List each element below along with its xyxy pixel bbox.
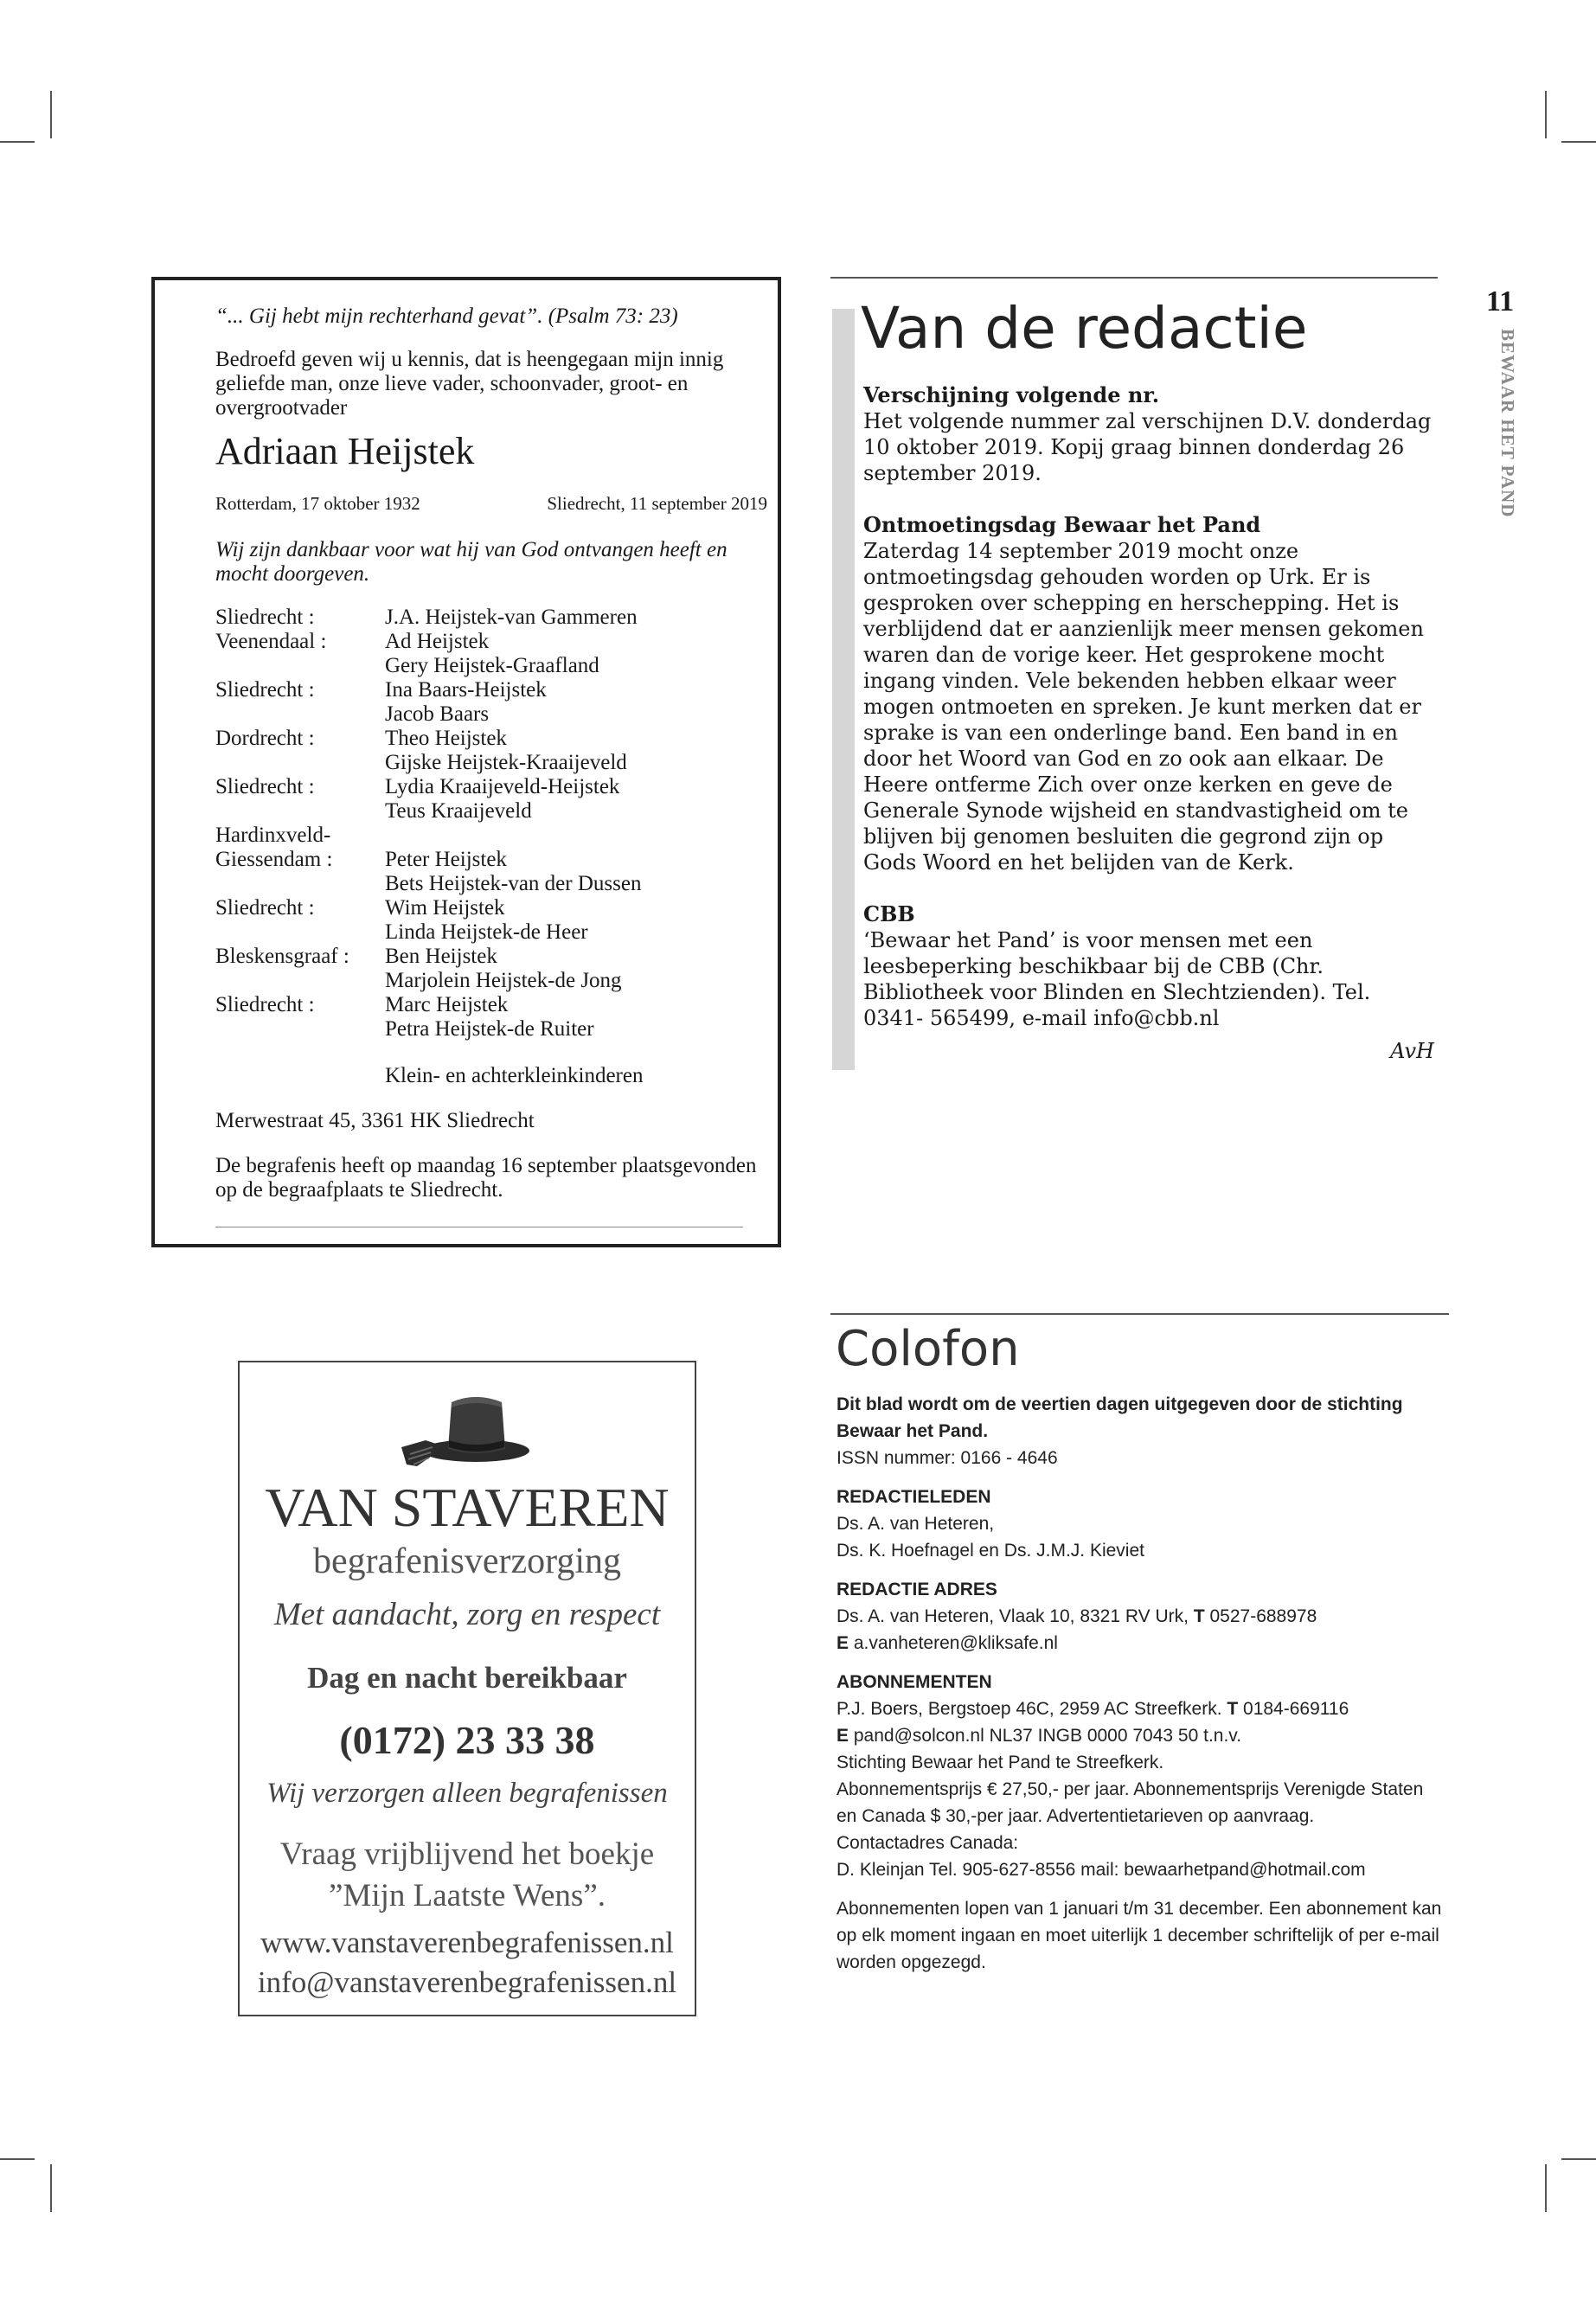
crop-mark [1561,141,1596,143]
phone-value: 0527-688978 [1204,1606,1317,1626]
family-row [215,727,760,751]
family-list [215,606,760,1042]
family-row [215,1017,760,1042]
section-heading: REDACTIE ADRES [836,1580,997,1599]
editor-line: Ds. K. Hoefnagel en Ds. J.M.J. Kieviet [836,1541,1144,1561]
family-place: Sliedrecht : [215,678,315,702]
family-place: Hardinxveld- [215,824,331,847]
family-member: Jacob Baars [385,702,490,726]
family-place [215,920,385,945]
obituary-dates [215,491,767,516]
crop-mark [1545,91,1547,138]
issn: ISSN nummer: 0166 - 4646 [836,1448,1058,1468]
booklet-offer [240,1834,695,1917]
booklet-title: ”Mijn Laatste Wens”. [329,1878,606,1913]
family-place [215,969,385,993]
family-member [385,824,760,848]
family-member: Peter Heijstek [385,848,507,871]
family-row [215,751,760,775]
family-row [215,872,760,896]
family-member: Theo Heijstek [385,727,507,750]
colofon-intro: Dit blad wordt om de veertien dagen uitgegeven door de stichting Bewaar het Pand. [836,1394,1403,1441]
family-place: Sliedrecht : [215,606,315,629]
family-place [215,872,385,896]
phone-number: (0172) 23 33 38 [339,1718,595,1762]
phone-value: 0184-669116 [1238,1699,1349,1719]
company-name: VAN STAVEREN [265,1477,670,1538]
family-place: Veenendaal : [215,630,327,653]
section-heading: ABONNEMENTEN [836,1672,992,1692]
phone-label: T [1193,1606,1205,1626]
website-link[interactable]: www.vanstaverenbegrafenissen.nl [260,1926,674,1959]
family-place [215,654,385,678]
section-text: ‘Bewaar het Pand’ is voor mensen met een leesbeperking beschikbaar bij de CBB (Chr. Bibliotheek voor Blinden en Slechtzienden). Tel. 0341- 565499, e-mail info@cbb.nl [863,928,1371,1030]
redactie-title: Van de redactie [861,295,1308,362]
address-text: P.J. Boers, Bergstoep 46C, 2959 AC Streefkerk. [836,1699,1227,1719]
page-number: 11 [1486,285,1515,317]
section-heading: CBB [863,901,915,926]
section-heading: REDACTIELEDEN [836,1487,991,1507]
obituary-notice [151,277,781,1247]
family-member: Ad Heijstek [385,630,490,653]
deceased-name: Adriaan Heijstek [215,430,475,472]
death-date: Sliedrecht, 11 september 2019 [547,493,767,514]
family-place [215,1017,385,1042]
family-row [215,606,760,630]
subscription-line: D. Kleinjan Tel. 905-627-8556 mail: bewaarhetpand@hotmail.com [836,1860,1366,1880]
section-text: Zaterdag 14 september 2019 mocht onze ontmoetingsdag gehouden worden op Urk. Er is gesproken over schepping en herschepping. Het is verblijdend dat er aanzienlijk meer mensen gekomen waren dan de vorige keer. Het gesprokene mocht ingang vinden. Vele bekenden hebben elkaar weer mogen ontmoeten en spreken. Je kunt merken dat er sprake is van een onderlinge band. Een band in en door het Woord van God en zo ook aan elkaar. De Heere ontferme Zich over onze kerken en geve de Generale Synode wijsheid en standvastigheid om te blijven bij genomen besluiten die gegrond zijn op Gods Woord en het belijden van de Kerk. [863,539,1424,875]
family-member: Marc Heijstek [385,993,509,1016]
family-row [215,848,760,872]
family-member: Wim Heijstek [385,896,505,920]
family-member: Teus Kraaijeveld [385,799,532,823]
family-place: Sliedrecht : [215,993,315,1016]
grandchildren: Klein- en achterkleinkinderen [385,1064,644,1087]
crop-mark [0,2158,35,2160]
email-line [836,1630,1442,1657]
email-value: pand@solcon.nl NL37 INGB 0000 7043 50 t.n.v. [849,1726,1242,1746]
redactie-top-rule [830,277,1438,279]
family-member: Linda Heijstek-de Heer [385,920,588,944]
family-member: Marjolein Heijstek-de Jong [385,969,622,992]
subscription-email [836,1722,1442,1749]
phone-label: T [1227,1699,1239,1719]
family-member: Ben Heijstek [385,945,497,968]
family-row [215,775,760,799]
funeral-advertisement [238,1361,696,2016]
family-member: Ina Baars-Heijstek [385,678,547,702]
birth-date: Rotterdam, 17 oktober 1932 [215,493,420,514]
family-row [215,654,760,678]
section-heading: Verschijning volgende nr. [863,382,1160,407]
redactie-body [863,382,1434,1064]
family-address: Merwestraat 45, 3361 HK Sliedrecht [215,1109,535,1132]
crop-mark [1561,2158,1596,2160]
family-place: Sliedrecht : [215,896,315,920]
family-row [215,824,760,848]
crop-mark [0,141,35,143]
obituary-intro: Bedroefd geven wij u kennis, dat is heengegaan mijn innig geliefde man, onze lieve vader, schoonvader, groot- en overgrootvader [215,348,724,420]
family-row [215,896,760,920]
address-text: Ds. A. van Heteren, Vlaak 10, 8321 RV Urk, [836,1606,1194,1626]
family-row [215,969,760,993]
family-place: Giessendam : [215,848,333,871]
family-place [215,799,385,824]
obituary-quote: “... Gij hebt mijn rechterhand gevat”. (Psalm 73: 23) [215,304,678,328]
subscription-terms: Abonnementen lopen van 1 januari t/m 31 december. Een abonnement kan op elk moment ingaan en moet uiterlijk 1 december schriftelijk of per e-mail worden opgezegd. [836,1899,1442,1972]
subscription-line: Contactadres Canada: [836,1833,1019,1853]
family-member: J.A. Heijstek-van Gammeren [385,606,638,629]
family-row [215,702,760,727]
family-row [215,945,760,969]
family-row [215,993,760,1017]
company-motto: Met aandacht, zorg en respect [273,1597,661,1632]
funeral-notice: De begrafenis heeft op maandag 16 september plaatsgevonden op de begraafplaats te Sliedrecht. [215,1154,757,1202]
family-row [215,678,760,702]
crop-mark [50,2164,52,2212]
family-place [215,751,385,775]
email-value: a.vanheteren@kliksafe.nl [849,1633,1058,1653]
crop-mark [1545,2164,1547,2212]
email-link[interactable]: info@vanstaverenbegrafenissen.nl [257,1965,677,1999]
company-subtitle: begrafenisverzorging [312,1541,622,1581]
colofon-top-rule [830,1313,1449,1315]
email-label: E [836,1633,849,1653]
service-note: Wij verzorgen alleen begrafenissen [266,1778,668,1809]
family-member: Lydia Kraaijeveld-Heijstek [385,775,620,798]
family-row [215,630,760,654]
subscription-address [836,1695,1442,1722]
family-place [215,702,385,727]
obituary-content [215,304,767,1202]
booklet-line: Vraag vrijblijvend het boekje [279,1836,655,1872]
family-member: Gery Heijstek-Graafland [385,654,599,677]
editor-line: Ds. A. van Heteren, [836,1514,995,1534]
redactie-side-bar [832,309,855,1070]
contact-links [240,1923,695,2003]
address-line [836,1603,1442,1630]
section-text: Het volgende nummer zal verschijnen D.V. donderdag 10 oktober 2019. Kopij graag binnen donderdag 26 september 2019. [863,409,1432,485]
running-head: BEWAAR HET PAND [1497,329,1518,518]
family-row [215,920,760,945]
family-member: Petra Heijstek-de Ruiter [385,1017,594,1041]
top-hat-icon [391,1388,547,1475]
family-place: Sliedrecht : [215,775,315,798]
obituary-thanks: Wij zijn dankbaar voor wat hij van God ontvangen heeft en mocht doorgeven. [215,538,727,586]
family-member: Gijske Heijstek-Kraaijeveld [385,751,627,774]
colofon-body [836,1391,1442,1988]
signature: AvH [1390,1039,1434,1063]
subscription-line: Stichting Bewaar het Pand te Streefkerk. [836,1753,1164,1772]
subscription-prices: Abonnementsprijs € 27,50,- per jaar. Abonnementsprijs Verenigde Staten en Canada $ 30,-per jaar. Advertentietarieven op aanvraag. [836,1779,1424,1826]
crop-mark [50,91,52,138]
email-label: E [836,1726,849,1746]
availability: Dag en nacht bereikbaar [307,1661,627,1695]
family-place: Dordrecht : [215,727,315,750]
family-row [215,799,760,824]
colofon-title: Colofon [836,1321,1020,1377]
family-member: Bets Heijstek-van der Dussen [385,872,642,895]
family-place: Bleskensgraaf : [215,945,349,968]
section-heading: Ontmoetingsdag Bewaar het Pand [863,512,1261,537]
